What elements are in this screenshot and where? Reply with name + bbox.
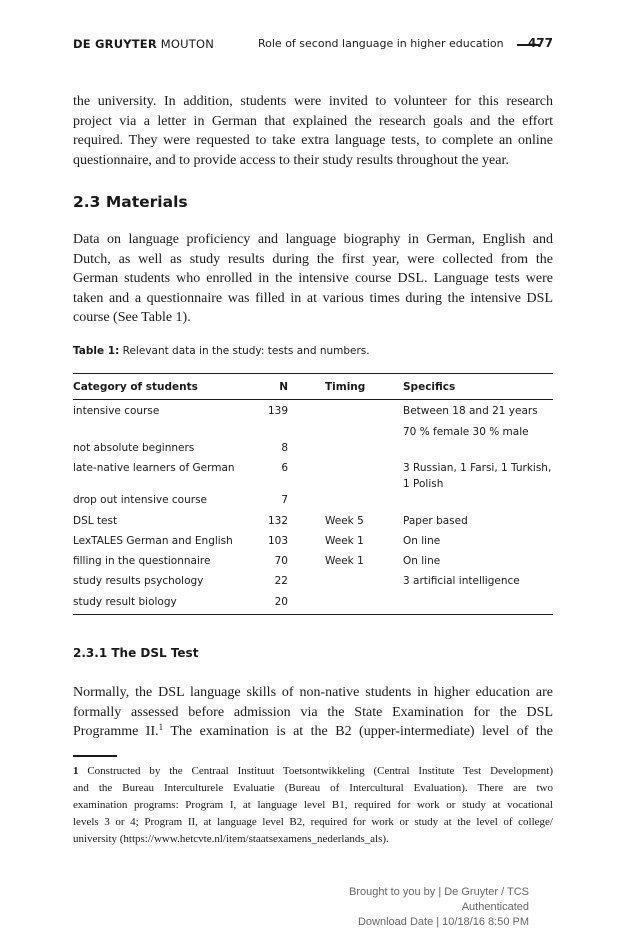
body-paragraph-2: Data on language proficiency and language biography in German, English and Dutch, as well as study results during the first year, were collected from the German students who enrolled in the intensive course DSL. Language tests were taken and a questionnaire was filled in at various times during the intensive DSL course (See Table 1). [73,232,553,325]
table-cell: Between 18 and 21 years [403,405,538,417]
table-cell: 6 [281,462,288,474]
table-cell: 20 [274,596,288,608]
table-cell: DSL test [73,515,118,527]
table-cell: 3 Russian, 1 Farsi, 1 Turkish, [403,462,552,474]
subsection-heading-dsl-test: 2.3.1 The DSL Test [73,646,199,660]
body-paragraph-3: Normally, the DSL language skills of non-native students in higher education are formally assessed before admission via the State Examination for the DSL Programme II.$^1$ The examination is at the B2 (upper-intermediate) level of the [73,685,553,739]
page-number: 477 [527,36,553,50]
table-header-rule [73,399,553,400]
table-cell: Week 1 [325,555,364,567]
table-cell: Week 5 [325,515,364,527]
table-cell: 139 [267,405,288,417]
publisher-name: DE GRUYTER MOUTON [73,37,215,51]
table-cell: 103 [267,535,288,547]
table-cell: intensive course [73,405,160,417]
table-cell: On line [403,555,441,567]
table-cell: study results psychology [73,575,204,587]
page-header [73,36,553,52]
table-cell: drop out intensive course [73,494,208,506]
table-cell: 7 [281,494,288,506]
table-top-rule [73,373,553,374]
download-watermark: Brought to you by | De Gruyter / TCS Authenticated Download Date | 10/18/16 8:50 PM [349,886,529,928]
table-header-n: N [279,381,288,393]
table-cell: 70 [274,555,288,567]
running-title: Role of second language in higher education [258,37,504,50]
table-cell: On line [403,535,441,547]
table-cell: 70 % female 30 % male [403,426,529,438]
body-paragraph-1: the university. In addition, students were invited to volunteer for this research project via a letter in German that explained the research goals and the effort required. They were requested to take extra language tests, to complete an online questionnaire, and to provide access to their study results throughout the year. [73,94,553,168]
table-header-specifics: Specifics [403,381,456,393]
footnote-url[interactable]: university (https://www.hetcvte.nl/item/staatsexamens_nederlands_als). [73,833,389,845]
footnote-ref[interactable]: 1 [158,722,164,732]
table-header-timing: Timing [325,381,366,393]
table-cell: 1 Polish [403,478,444,490]
table-cell: 8 [281,442,288,454]
table-cell: late-native learners of German [73,462,235,474]
table-header-category: Category of students [73,381,198,393]
table-cell: Week 1 [325,535,364,547]
footnote-rule [73,755,117,757]
table-cell: Paper based [403,515,468,527]
table-cell: study result biology [73,596,177,608]
table-cell: 22 [274,575,288,587]
table-cell: LexTALES German and English [73,535,233,547]
table-cell: 3 artificial intelligence [403,575,520,587]
table-bottom-rule [73,614,553,615]
table-cell: 132 [267,515,288,527]
table-cell: filling in the questionnaire [73,555,211,567]
footnote-number: 1 [73,765,79,777]
section-heading-materials: 2.3 Materials [73,193,188,211]
footnote: 1 Constructed by the Centraal Instituut Toetsontwikkeling (Central Institute Test Development) and the Bureau Interculturele Evaluatie (Bureau of Intercultural Evaluation). There are two examination programs: Program I, at language level B1, required for work or study at vocational levels 3 or 4; Program II, at language level B2, required for work or study at the level of college/ university (https://www.hetcvte.nl/item/staatsexamens_nederlands_als). [73,763,553,848]
table-caption: Table 1: Relevant data in the study: tests and numbers. [73,345,370,357]
table-cell: not absolute beginners [73,442,195,454]
